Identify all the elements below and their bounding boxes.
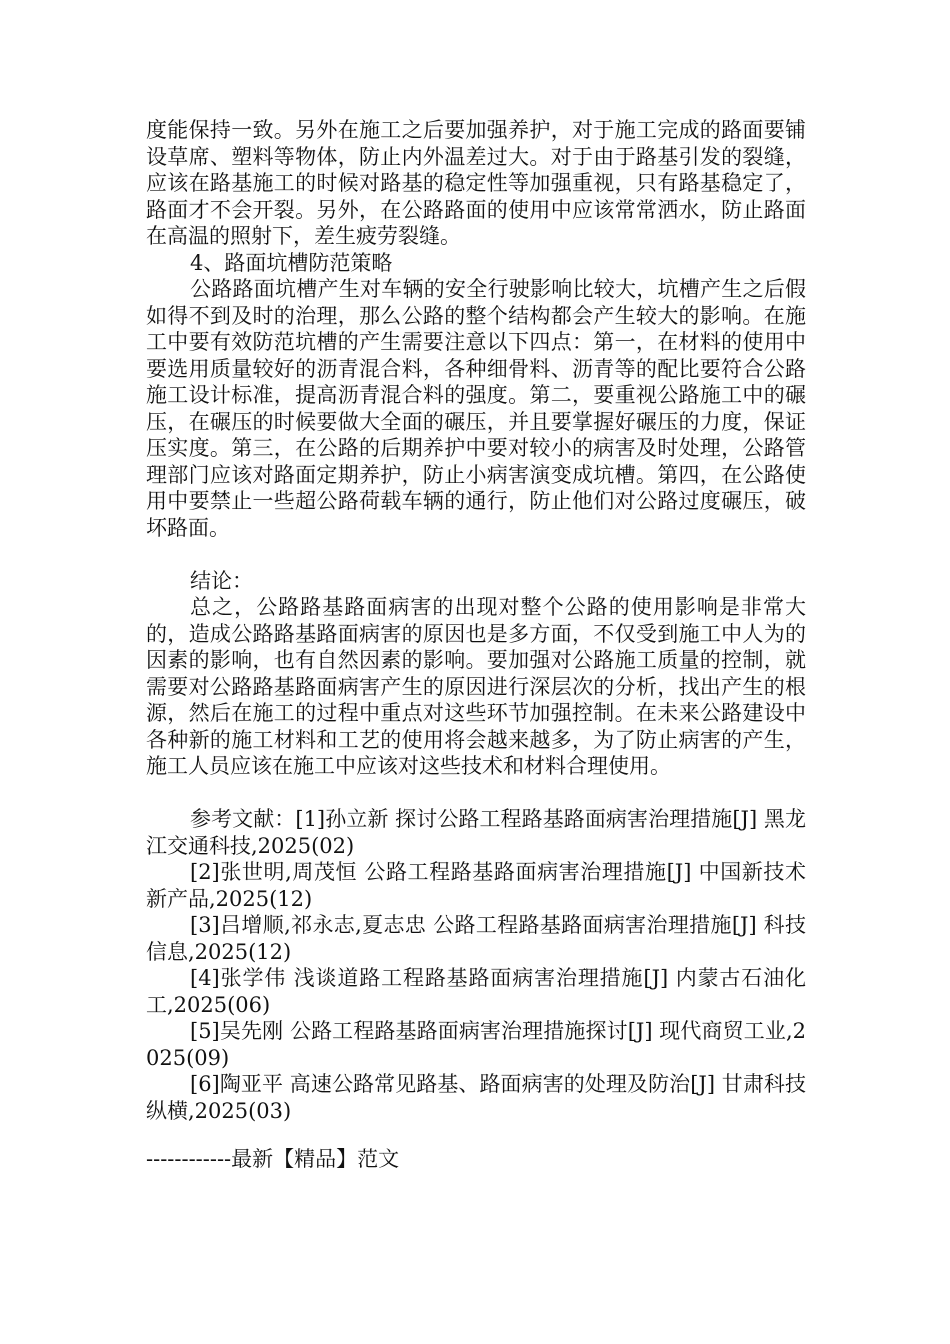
paragraph-pothole-prevention: 公路路面坑槽产生对车辆的安全行驶影响比较大，坑槽产生之后假如得不到及时的治理，那么公路的整个结构都会产生较大的影响。在施工中要有效防范坑槽的产生需要注意以下四点：第一，在材料的使用中要选用质量较好的沥青混合料，各种细骨料、沥青等的配比要符合公路施工设计标准，提高沥青混合料的强度。第二，要重视公路施工中的碾压，在碾压的时候要做大全面的碾压，并且要掌握好碾压的力度，保证压实度。第三，在公路的后期养护中要对较小的病害及时处理，公路管理部门应该对路面定期养护，防止小病害演变成坑槽。第四，在公路使用中要禁止一些超公路荷载车辆的通行，防止他们对公路过度碾压，破坏路面。 (146, 277, 806, 540)
document-body (146, 117, 806, 1124)
reference-item-2: [2]张世明,周茂恒 公路工程路基路面病害治理措施[J] 中国新技术新产品,2025(12) (146, 860, 806, 911)
references-list (146, 806, 806, 1124)
paragraph-spacer (146, 780, 806, 807)
paragraph-conclusion: 总之，公路路基路面病害的出现对整个公路的使用影响是非常大的，造成公路路基路面病害的原因也是多方面，不仅受到施工中人为的因素的影响，也有自然因素的影响。要加强对公路施工质量的控制，就需要对公路路基路面病害产生的原因进行深层次的分析，找出产生的根源，然后在施工的过程中重点对这些环节加强控制。在未来公路建设中各种新的施工材料和工艺的使用将会越来越多，为了防止病害的产生，施工人员应该在施工中应该对这些技术和材料合理使用。 (146, 595, 806, 778)
reference-item-3: [3]吕增顺,祁永志,夏志忠 公路工程路基路面病害治理措施[J] 科技信息,2025(12) (146, 913, 806, 964)
paragraph-continued: 度能保持一致。另外在施工之后要加强养护，对于施工完成的路面要铺设草席、塑料等物体，防止内外温差过大。对于由于路基引发的裂缝，应该在路基施工的时候对路基的稳定性等加强重视，只有路基稳定了，路面才不会开裂。另外，在公路路面的使用中应该常常洒水，防止路面在高温的照射下，差生疲劳裂缝。 (146, 118, 806, 248)
footer-text: ------------最新【精品】范文 (146, 1147, 400, 1171)
reference-item-5: [5]吴先刚 公路工程路基路面病害治理措施探讨[J] 现代商贸工业,2025(09) (146, 1019, 806, 1070)
section-heading-pothole-prevention: 4、路面坑槽防范策略 (190, 250, 393, 275)
reference-item-1: 参考文献：[1]孙立新 探讨公路工程路基路面病害治理措施[J] 黑龙江交通科技,2025(02) (146, 807, 806, 858)
paragraph-spacer (146, 541, 806, 568)
conclusion-heading: 结论： (190, 568, 253, 593)
reference-item-4: [4]张学伟 浅谈道路工程路基路面病害治理措施[J] 内蒙古石油化工,2025(06) (146, 966, 806, 1017)
reference-item-6: [6]陶亚平 高速公路常见路基、路面病害的处理及防治[J] 甘肃科技纵横,2025(03) (146, 1072, 806, 1123)
